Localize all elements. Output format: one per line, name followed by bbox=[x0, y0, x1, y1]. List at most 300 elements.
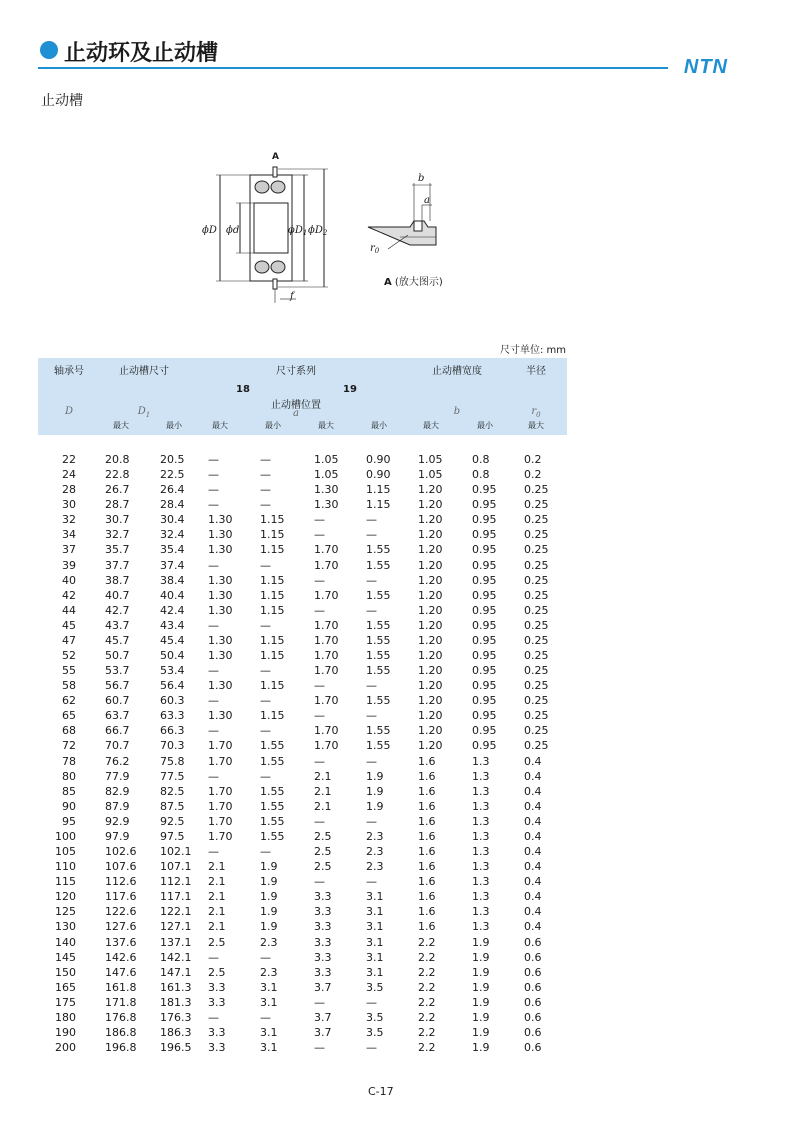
table-row bbox=[38, 799, 567, 814]
table-cell: 1.20 bbox=[418, 633, 443, 647]
table-cell: 1.20 bbox=[418, 618, 443, 632]
table-cell: — bbox=[260, 664, 271, 678]
table-cell: 2.1 bbox=[314, 799, 332, 813]
table-cell: 37.7 bbox=[105, 558, 130, 572]
header-groove-dim: 止动槽尺寸 bbox=[119, 366, 169, 377]
table-cell: 52 bbox=[62, 649, 76, 663]
table-cell: 0.4 bbox=[524, 845, 542, 859]
table-row bbox=[38, 935, 567, 950]
table-row bbox=[38, 588, 567, 603]
table-cell: 1.20 bbox=[418, 603, 443, 617]
table-cell: 0.95 bbox=[472, 664, 497, 678]
table-cell: — bbox=[260, 694, 271, 708]
table-cell: 1.9 bbox=[366, 784, 384, 798]
table-cell: 35.4 bbox=[160, 543, 185, 557]
table-cell: 0.95 bbox=[472, 513, 497, 527]
table-cell: 1.30 bbox=[208, 709, 233, 723]
table-cell: 0.95 bbox=[472, 558, 497, 572]
label-r0: $r_0$ bbox=[370, 243, 380, 255]
table-cell: 56.7 bbox=[105, 679, 130, 693]
table-header bbox=[38, 358, 567, 435]
table-cell: 0.6 bbox=[524, 1010, 542, 1024]
table-cell: 0.4 bbox=[524, 814, 542, 828]
table-cell: 2.2 bbox=[418, 1025, 436, 1039]
table-cell: 1.05 bbox=[418, 453, 443, 466]
table-cell: 2.3 bbox=[260, 935, 278, 949]
table-cell: 45.4 bbox=[160, 633, 185, 647]
table-cell: 0.25 bbox=[524, 498, 549, 512]
table-cell: 0.95 bbox=[472, 724, 497, 738]
table-cell: 0.95 bbox=[472, 739, 497, 753]
table-cell: 2.2 bbox=[418, 965, 436, 979]
table-cell: 1.55 bbox=[366, 558, 391, 572]
table-cell: 145 bbox=[55, 950, 76, 964]
table-cell: 1.05 bbox=[418, 468, 443, 482]
table-cell: — bbox=[314, 528, 325, 542]
table-cell: 1.20 bbox=[418, 543, 443, 557]
table-cell: 0.25 bbox=[524, 724, 549, 738]
label-b: b bbox=[418, 173, 425, 184]
table-cell: 53.7 bbox=[105, 664, 130, 678]
table-row bbox=[38, 693, 567, 708]
header-sym-D1: $D_1$ bbox=[137, 406, 151, 419]
table-cell: 1.05 bbox=[314, 453, 339, 466]
table-cell: 122.1 bbox=[160, 905, 192, 919]
table-cell: 77.9 bbox=[105, 769, 130, 783]
table-cell: 165 bbox=[55, 980, 76, 994]
table-cell: 0.95 bbox=[472, 633, 497, 647]
table-cell: 1.70 bbox=[208, 814, 233, 828]
table-cell: 1.15 bbox=[366, 498, 391, 512]
table-cell: 35.7 bbox=[105, 543, 130, 557]
header-min: 最小 bbox=[265, 421, 281, 430]
table-row bbox=[38, 1010, 567, 1025]
table-row bbox=[38, 829, 567, 844]
table-cell: 0.4 bbox=[524, 875, 542, 889]
table-cell: 1.30 bbox=[208, 588, 233, 602]
table-cell: 70.7 bbox=[105, 739, 130, 753]
table-cell: 26.4 bbox=[160, 483, 185, 497]
header-sym-a: a bbox=[293, 408, 299, 419]
table-cell: 1.20 bbox=[418, 709, 443, 723]
table-cell: 50.7 bbox=[105, 649, 130, 663]
table-cell: 1.30 bbox=[208, 528, 233, 542]
table-row bbox=[38, 814, 567, 829]
table-cell: — bbox=[260, 498, 271, 512]
table-cell: 1.20 bbox=[418, 483, 443, 497]
table-cell: — bbox=[260, 618, 271, 632]
table-cell: 196.8 bbox=[105, 1041, 137, 1055]
table-cell: 2.1 bbox=[208, 875, 226, 889]
table-cell: 34 bbox=[62, 528, 76, 542]
table-cell: 1.3 bbox=[472, 829, 490, 843]
table-cell: 32.4 bbox=[160, 528, 185, 542]
table-cell: — bbox=[260, 950, 271, 964]
table-cell: 3.1 bbox=[366, 965, 384, 979]
table-cell: 76.2 bbox=[105, 754, 130, 768]
table-cell: 127.6 bbox=[105, 920, 137, 934]
table-cell: 2.5 bbox=[314, 829, 332, 843]
table-cell: 0.95 bbox=[472, 483, 497, 497]
header-max: 最大 bbox=[113, 421, 129, 430]
table-cell: 0.6 bbox=[524, 1041, 542, 1055]
table-cell: 2.2 bbox=[418, 935, 436, 949]
label-phid: ϕd bbox=[226, 225, 240, 236]
table-cell: 63.3 bbox=[160, 709, 185, 723]
table-cell: 107.1 bbox=[160, 860, 192, 874]
header-series-18: 18 bbox=[236, 384, 250, 395]
table-row bbox=[38, 708, 567, 723]
table-row bbox=[38, 678, 567, 693]
table-cell: 37.4 bbox=[160, 558, 185, 572]
table-cell: — bbox=[366, 573, 377, 587]
table-cell: 2.3 bbox=[366, 845, 384, 859]
table-cell: 186.3 bbox=[160, 1025, 192, 1039]
table-cell: 1.20 bbox=[418, 498, 443, 512]
table-cell: 28 bbox=[62, 483, 76, 497]
table-cell: 1.55 bbox=[260, 754, 285, 768]
table-cell: 1.9 bbox=[472, 965, 490, 979]
page-number: C-17 bbox=[368, 1085, 394, 1098]
table-cell: 1.15 bbox=[260, 573, 285, 587]
table-cell: 58 bbox=[62, 679, 76, 693]
table-cell: 0.4 bbox=[524, 920, 542, 934]
table-cell: 1.3 bbox=[472, 799, 490, 813]
table-cell: 147.6 bbox=[105, 965, 137, 979]
table-cell: 1.6 bbox=[418, 845, 436, 859]
table-cell: 0.95 bbox=[472, 528, 497, 542]
table-cell: — bbox=[208, 769, 219, 783]
table-cell: 2.1 bbox=[208, 890, 226, 904]
table-cell: 147.1 bbox=[160, 965, 192, 979]
table-cell: 24 bbox=[62, 468, 76, 482]
table-cell: 0.8 bbox=[472, 453, 490, 466]
table-cell: 176.3 bbox=[160, 1010, 192, 1024]
table-cell: 0.25 bbox=[524, 558, 549, 572]
table-cell: 22.5 bbox=[160, 468, 185, 482]
table-cell: 3.5 bbox=[366, 980, 384, 994]
table-cell: 0.25 bbox=[524, 588, 549, 602]
table-cell: 171.8 bbox=[105, 995, 137, 1009]
table-cell: 2.2 bbox=[418, 1010, 436, 1024]
table-cell: 56.4 bbox=[160, 679, 185, 693]
table-cell: 92.5 bbox=[160, 814, 185, 828]
table-cell: 1.55 bbox=[366, 649, 391, 663]
table-cell: 92.9 bbox=[105, 814, 130, 828]
table-cell: 107.6 bbox=[105, 860, 137, 874]
table-row bbox=[38, 452, 567, 467]
label-f: f bbox=[290, 291, 294, 302]
table-cell: 32 bbox=[62, 513, 76, 527]
table-cell: 3.3 bbox=[208, 1041, 226, 1055]
table-cell: 3.3 bbox=[208, 1025, 226, 1039]
table-cell: 1.70 bbox=[208, 799, 233, 813]
table-cell: 2.2 bbox=[418, 995, 436, 1009]
table-cell: — bbox=[260, 453, 271, 466]
table-cell: — bbox=[366, 528, 377, 542]
table-cell: 1.30 bbox=[208, 633, 233, 647]
table-cell: 78 bbox=[62, 754, 76, 768]
table-cell: 3.7 bbox=[314, 1025, 332, 1039]
table-cell: — bbox=[208, 664, 219, 678]
table-cell: 1.6 bbox=[418, 799, 436, 813]
table-cell: 1.20 bbox=[418, 724, 443, 738]
header-max: 最大 bbox=[423, 421, 439, 430]
table-cell: 30.7 bbox=[105, 513, 130, 527]
table-cell: 0.8 bbox=[472, 468, 490, 482]
table-cell: 1.70 bbox=[208, 784, 233, 798]
table-cell: 2.5 bbox=[314, 860, 332, 874]
table-cell: — bbox=[260, 845, 271, 859]
table-cell: — bbox=[366, 513, 377, 527]
table-row bbox=[38, 980, 567, 995]
table-cell: 1.3 bbox=[472, 845, 490, 859]
table-cell: — bbox=[366, 814, 377, 828]
table-cell: 0.95 bbox=[472, 498, 497, 512]
table-cell: — bbox=[260, 483, 271, 497]
table-row bbox=[38, 467, 567, 482]
table-cell: 1.70 bbox=[314, 724, 339, 738]
table-cell: 1.15 bbox=[260, 513, 285, 527]
table-cell: 1.9 bbox=[472, 1041, 490, 1055]
table-cell: 1.30 bbox=[208, 679, 233, 693]
table-cell: 42.7 bbox=[105, 603, 130, 617]
section-subtitle: 止动槽 bbox=[41, 93, 83, 109]
table-cell: — bbox=[366, 875, 377, 889]
table-cell: 2.2 bbox=[418, 980, 436, 994]
table-cell: 97.9 bbox=[105, 829, 130, 843]
table-cell: — bbox=[314, 709, 325, 723]
header-max: 最大 bbox=[318, 421, 334, 430]
table-cell: 1.9 bbox=[260, 860, 278, 874]
table-cell: 3.3 bbox=[208, 995, 226, 1009]
table-cell: 0.25 bbox=[524, 543, 549, 557]
table-cell: 0.25 bbox=[524, 603, 549, 617]
table-cell: 44 bbox=[62, 603, 76, 617]
table-cell: 1.3 bbox=[472, 875, 490, 889]
table-cell: 0.95 bbox=[472, 709, 497, 723]
table-cell: 1.70 bbox=[314, 543, 339, 557]
title-bar bbox=[38, 36, 728, 78]
table-cell: 1.70 bbox=[314, 739, 339, 753]
table-cell: 0.25 bbox=[524, 694, 549, 708]
table-cell: 0.95 bbox=[472, 649, 497, 663]
table-cell: 0.6 bbox=[524, 995, 542, 1009]
page-title: 止动环及止动槽 bbox=[64, 41, 219, 66]
table-cell: 120 bbox=[55, 890, 76, 904]
table-body bbox=[38, 452, 567, 1055]
table-cell: 1.15 bbox=[260, 543, 285, 557]
table-cell: — bbox=[260, 1010, 271, 1024]
table-cell: — bbox=[366, 754, 377, 768]
header-sym-D: D bbox=[64, 406, 74, 417]
table-cell: 1.55 bbox=[366, 633, 391, 647]
table-cell: 0.95 bbox=[472, 543, 497, 557]
table-cell: 0.6 bbox=[524, 950, 542, 964]
table-row bbox=[38, 527, 567, 542]
table-cell: 2.3 bbox=[366, 860, 384, 874]
table-cell: 180 bbox=[55, 1010, 76, 1024]
table-cell: 1.70 bbox=[314, 558, 339, 572]
table-cell: 1.9 bbox=[260, 905, 278, 919]
table-cell: 140 bbox=[55, 935, 76, 949]
table-cell: — bbox=[314, 754, 325, 768]
table-cell: 68 bbox=[62, 724, 76, 738]
header-series-19: 19 bbox=[343, 384, 357, 395]
table-cell: 1.3 bbox=[472, 784, 490, 798]
table-cell: 2.3 bbox=[366, 829, 384, 843]
table-cell: 60.7 bbox=[105, 694, 130, 708]
table-row bbox=[38, 482, 567, 497]
table-cell: 3.5 bbox=[366, 1010, 384, 1024]
table-cell: 1.15 bbox=[260, 588, 285, 602]
table-cell: — bbox=[260, 724, 271, 738]
table-row bbox=[38, 844, 567, 859]
table-cell: 37 bbox=[62, 543, 76, 557]
table-cell: 65 bbox=[62, 709, 76, 723]
table-cell: 1.3 bbox=[472, 905, 490, 919]
table-cell: 39 bbox=[62, 558, 76, 572]
table-cell: — bbox=[208, 453, 219, 466]
table-cell: 200 bbox=[55, 1041, 76, 1055]
table-cell: 45.7 bbox=[105, 633, 130, 647]
table-cell: 0.25 bbox=[524, 528, 549, 542]
table-cell: 181.3 bbox=[160, 995, 192, 1009]
table-cell: 1.6 bbox=[418, 754, 436, 768]
table-cell: — bbox=[366, 709, 377, 723]
header-max: 最大 bbox=[212, 421, 228, 430]
table-cell: 1.9 bbox=[366, 769, 384, 783]
table-cell: — bbox=[208, 498, 219, 512]
table-cell: 112.6 bbox=[105, 875, 137, 889]
table-cell: 117.1 bbox=[160, 890, 192, 904]
table-cell: 47 bbox=[62, 633, 76, 647]
table-cell: 115 bbox=[55, 875, 76, 889]
table-cell: 0.25 bbox=[524, 739, 549, 753]
table-cell: 1.3 bbox=[472, 890, 490, 904]
table-cell: — bbox=[260, 468, 271, 482]
table-cell: 72 bbox=[62, 739, 76, 753]
table-cell: — bbox=[208, 468, 219, 482]
table-cell: 117.6 bbox=[105, 890, 137, 904]
table-cell: 1.9 bbox=[472, 980, 490, 994]
table-row bbox=[38, 919, 567, 934]
enlarged-view-caption: A (放大图示) bbox=[384, 277, 443, 288]
table-cell: 87.5 bbox=[160, 799, 185, 813]
table-cell: 1.9 bbox=[260, 890, 278, 904]
table-cell: 137.1 bbox=[160, 935, 192, 949]
table-row bbox=[38, 603, 567, 618]
table-cell: 161.3 bbox=[160, 980, 192, 994]
table-cell: 2.2 bbox=[418, 950, 436, 964]
table-cell: 1.55 bbox=[260, 784, 285, 798]
table-cell: 1.9 bbox=[472, 935, 490, 949]
title-divider bbox=[38, 67, 668, 69]
table-cell: 0.4 bbox=[524, 799, 542, 813]
table-cell: 3.3 bbox=[314, 920, 332, 934]
table-cell: 3.1 bbox=[366, 890, 384, 904]
table-cell: 1.15 bbox=[260, 633, 285, 647]
table-cell: — bbox=[208, 483, 219, 497]
label-a: a bbox=[424, 195, 430, 206]
table-cell: 1.3 bbox=[472, 754, 490, 768]
table-cell: 1.55 bbox=[366, 588, 391, 602]
table-cell: 2.3 bbox=[260, 965, 278, 979]
table-row bbox=[38, 859, 567, 874]
table-cell: 1.9 bbox=[472, 1025, 490, 1039]
table-cell: 43.7 bbox=[105, 618, 130, 632]
table-row bbox=[38, 618, 567, 633]
table-cell: 1.55 bbox=[260, 829, 285, 843]
table-cell: 1.15 bbox=[260, 528, 285, 542]
table-cell: 0.2 bbox=[524, 453, 542, 466]
label-phiD1: $\phi D_1$ bbox=[288, 225, 308, 237]
table-cell: 0.4 bbox=[524, 754, 542, 768]
table-cell: 1.55 bbox=[366, 724, 391, 738]
table-cell: 0.6 bbox=[524, 965, 542, 979]
table-row bbox=[38, 995, 567, 1010]
table-cell: 0.4 bbox=[524, 829, 542, 843]
table-cell: 38.7 bbox=[105, 573, 130, 587]
table-cell: — bbox=[260, 769, 271, 783]
table-cell: — bbox=[314, 679, 325, 693]
table-cell: — bbox=[208, 694, 219, 708]
table-cell: 1.20 bbox=[418, 694, 443, 708]
table-cell: 3.3 bbox=[314, 965, 332, 979]
table-cell: 1.55 bbox=[260, 799, 285, 813]
table-cell: 66.7 bbox=[105, 724, 130, 738]
table-row bbox=[38, 754, 567, 769]
table-cell: 1.30 bbox=[314, 498, 339, 512]
table-cell: 0.95 bbox=[472, 603, 497, 617]
table-row bbox=[38, 950, 567, 965]
table-cell: — bbox=[208, 724, 219, 738]
table-cell: 1.05 bbox=[314, 468, 339, 482]
table-cell: 1.9 bbox=[366, 799, 384, 813]
table-cell: 0.25 bbox=[524, 573, 549, 587]
header-min: 最小 bbox=[477, 421, 493, 430]
table-cell: 142.1 bbox=[160, 950, 192, 964]
table-cell: 77.5 bbox=[160, 769, 185, 783]
table-cell: 2.1 bbox=[314, 784, 332, 798]
table-cell: 82.9 bbox=[105, 784, 130, 798]
table-cell: 1.55 bbox=[366, 664, 391, 678]
table-cell: 38.4 bbox=[160, 573, 185, 587]
table-cell: 1.3 bbox=[472, 769, 490, 783]
table-cell: 28.7 bbox=[105, 498, 130, 512]
table-cell: — bbox=[260, 558, 271, 572]
table-cell: 1.6 bbox=[418, 784, 436, 798]
table-cell: 0.90 bbox=[366, 468, 391, 482]
header-max: 最大 bbox=[528, 421, 544, 430]
table-cell: 2.5 bbox=[314, 845, 332, 859]
table-cell: 161.8 bbox=[105, 980, 137, 994]
table-cell: 3.1 bbox=[366, 905, 384, 919]
table-cell: 0.6 bbox=[524, 1025, 542, 1039]
table-cell: 150 bbox=[55, 965, 76, 979]
table-cell: 0.25 bbox=[524, 664, 549, 678]
table-cell: — bbox=[314, 995, 325, 1009]
table-cell: 0.25 bbox=[524, 679, 549, 693]
table-cell: 1.55 bbox=[260, 814, 285, 828]
table-cell: 22.8 bbox=[105, 468, 130, 482]
table-cell: 95 bbox=[62, 814, 76, 828]
table-cell: 2.1 bbox=[208, 920, 226, 934]
table-cell: 186.8 bbox=[105, 1025, 137, 1039]
table-cell: 105 bbox=[55, 845, 76, 859]
table-cell: 1.9 bbox=[260, 920, 278, 934]
table-cell: 70.3 bbox=[160, 739, 185, 753]
